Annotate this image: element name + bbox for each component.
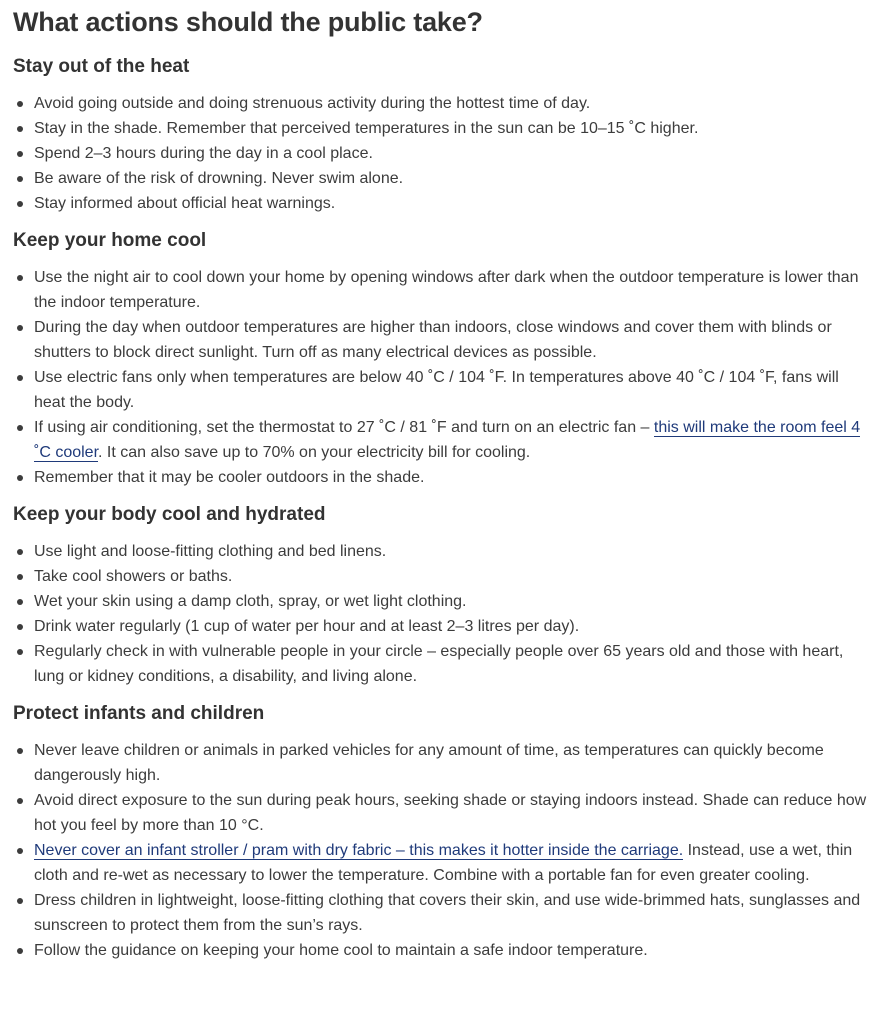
list-item: Spend 2–3 hours during the day in a cool place. bbox=[13, 141, 869, 166]
list-item: Regularly check in with vulnerable people in your circle – especially people over 65 years old and those with heart, lung or kidney conditions, a disability, and living alone. bbox=[13, 639, 869, 689]
list-item: Use electric fans only when temperatures are below 40 ˚C / 104 ˚F. In temperatures above 40 ˚C / 104 ˚F, fans will heat the body. bbox=[13, 365, 869, 415]
list-item: Avoid going outside and doing strenuous activity during the hottest time of day. bbox=[13, 91, 869, 116]
list-item: Drink water regularly (1 cup of water per hour and at least 2–3 litres per day). bbox=[13, 614, 869, 639]
list-stay-out-of-heat bbox=[13, 91, 869, 216]
list-body-cool bbox=[13, 539, 869, 689]
list-item bbox=[13, 415, 869, 465]
section-heading-infants-children: Protect infants and children bbox=[13, 703, 265, 724]
list-item: Be aware of the risk of drowning. Never swim alone. bbox=[13, 166, 869, 191]
section-heading-home-cool: Keep your home cool bbox=[13, 230, 207, 251]
list-item-text: If using air conditioning, set the thermostat to 27 ˚C / 81 ˚F and turn on an electric fan – bbox=[34, 419, 654, 436]
list-item: Dress children in lightweight, loose-fitting clothing that covers their skin, and use wide-brimmed hats, sunglasses and sunscreen to protect them from the sun’s rays. bbox=[13, 888, 869, 938]
list-infants-children bbox=[13, 738, 869, 963]
list-item: Remember that it may be cooler outdoors in the shade. bbox=[13, 465, 869, 490]
stroller-fabric-link[interactable]: Never cover an infant stroller / pram with dry fabric – this makes it hotter inside the carriage. bbox=[34, 842, 684, 859]
list-item: During the day when outdoor temperatures are higher than indoors, close windows and cover them with blinds or shutters to block direct sunlight. Turn off as many electrical devices as possible. bbox=[13, 315, 869, 365]
list-item: Wet your skin using a damp cloth, spray, or wet light clothing. bbox=[13, 589, 869, 614]
ac-cooler-link[interactable]: this will make the room feel 4 ˚C cooler bbox=[34, 419, 861, 461]
list-item: Avoid direct exposure to the sun during peak hours, seeking shade or staying indoors instead. Shade can reduce how hot you feel by more than 10 °C. bbox=[13, 788, 869, 838]
list-item bbox=[13, 838, 869, 888]
list-item: Never leave children or animals in parked vehicles for any amount of time, as temperatures can quickly become dangerously high. bbox=[13, 738, 869, 788]
list-item: Follow the guidance on keeping your home cool to maintain a safe indoor temperature. bbox=[13, 938, 869, 963]
list-home-cool bbox=[13, 265, 869, 490]
section-heading-stay-out-of-heat: Stay out of the heat bbox=[13, 56, 190, 77]
list-item-text: Instead, use a wet, thin cloth and re-wet as necessary to lower the temperature. Combine with a portable fan for even greater cooling. bbox=[34, 842, 853, 884]
list-item: Stay in the shade. Remember that perceived temperatures in the sun can be 10–15 ˚C higher. bbox=[13, 116, 869, 141]
section-heading-body-cool: Keep your body cool and hydrated bbox=[13, 504, 326, 525]
list-item: Take cool showers or baths. bbox=[13, 564, 869, 589]
list-item: Use light and loose-fitting clothing and bed linens. bbox=[13, 539, 869, 564]
list-item: Use the night air to cool down your home by opening windows after dark when the outdoor temperature is lower than the indoor temperature. bbox=[13, 265, 869, 315]
list-item-text: . It can also save up to 70% on your electricity bill for cooling. bbox=[98, 444, 531, 461]
page-title: What actions should the public take? bbox=[13, 7, 483, 37]
list-item: Stay informed about official heat warnings. bbox=[13, 191, 869, 216]
